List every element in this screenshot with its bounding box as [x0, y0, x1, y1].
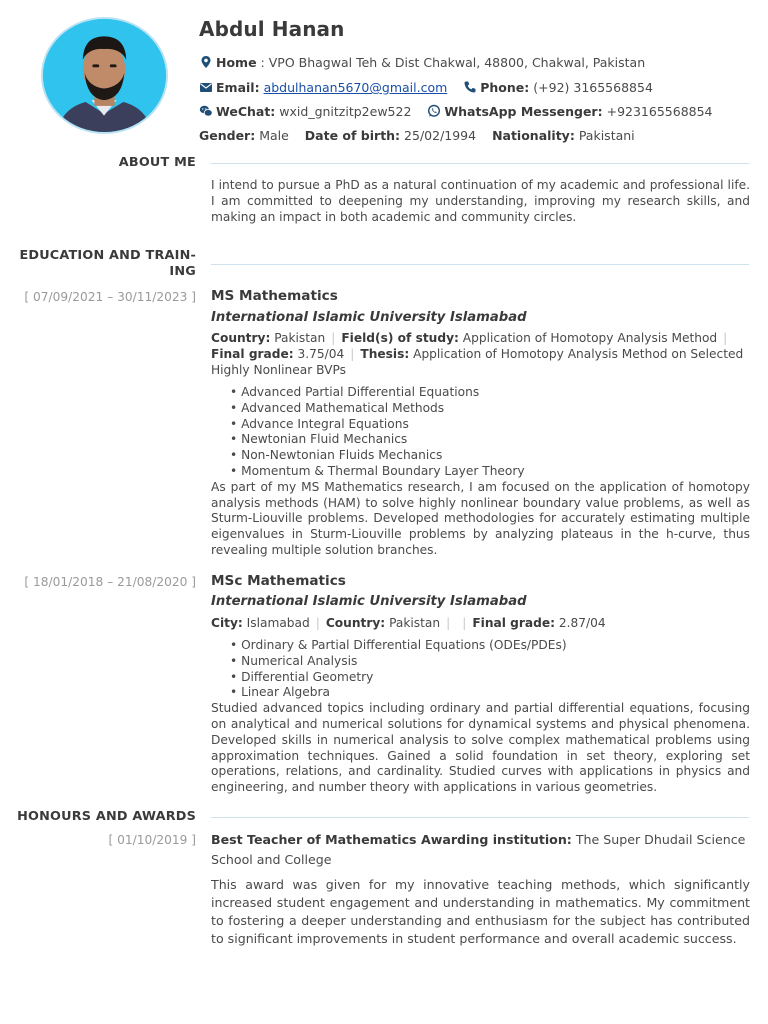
whatsapp-value: +923165568854: [606, 104, 713, 119]
home-value: VPO Bhagwal Teh & Dist Chakwal, 48800, Chakwal, Pakistan: [268, 55, 646, 70]
education-1-field-label: Field(s) of study:: [341, 331, 459, 345]
gender-label: Gender:: [199, 128, 256, 143]
education-item-ms: [211, 288, 750, 559]
list-item: • Advanced Mathematical Methods: [230, 401, 750, 417]
education-1-country-label: Country:: [211, 331, 271, 345]
wechat-icon: [199, 104, 213, 118]
wechat-value: wxid_gnitzitp2ew522: [279, 104, 412, 119]
education-item-msc: [211, 573, 750, 796]
education-1-field: Application of Homotopy Analysis Method: [462, 331, 718, 345]
about-divider: [211, 163, 749, 164]
home-address-line: [199, 55, 645, 70]
education-1-thesis: Application of Homotopy Analysis Method on Selected Highly Nonlinear BVPs: [211, 347, 744, 377]
education-2-grade: 2.87/04: [558, 616, 606, 630]
education-1-grade: 3.75/04: [297, 347, 345, 361]
nationality-label: Nationality:: [492, 128, 575, 143]
honours-divider: [211, 817, 749, 818]
home-label: Home: [216, 55, 257, 70]
list-item: • Differential Geometry: [230, 670, 750, 686]
education-2-degree: MSc Mathematics: [211, 573, 346, 589]
nationality-value: Pakistani: [578, 128, 635, 143]
dob-label: Date of birth:: [304, 128, 401, 143]
list-item: • Momentum & Thermal Boundary Layer Theory: [230, 464, 750, 480]
whatsapp-icon: [427, 104, 441, 118]
about-section-title: ABOUT ME: [118, 155, 196, 170]
education-2-grade-label: Final grade:: [472, 616, 555, 630]
list-item: • Advanced Partial Differential Equations: [230, 385, 750, 401]
list-item: • Linear Algebra: [230, 685, 750, 701]
email-link[interactable]: abdulhanan5670@gmail.com: [263, 80, 448, 95]
honour-1-institution: The Super Dhudail Science School and College: [211, 832, 746, 867]
about-text: I intend to pursue a PhD as a natural continuation of my academic and professional life. I am committed to deepening my understanding, improving my research skills, and making an impact in both academic and community circles.: [211, 178, 750, 224]
personal-details-line: [199, 128, 635, 143]
envelope-icon: [199, 80, 213, 94]
education-divider: [211, 264, 749, 265]
location-pin-icon: [199, 55, 213, 69]
education-2-city-label: City:: [211, 616, 243, 630]
education-1-grade-label: Final grade:: [211, 347, 294, 361]
education-title-line1: EDUCATION AND TRAIN-: [19, 248, 196, 263]
education-2-description: Studied advanced topics including ordinary and partial differential equations, focusing on analytical and numerical solutions for dynamical systems and physical phenomena. Developed skills in numerical analysis to solve complex mathematical problems using approximation techniques. Gained a solid foundation in set theory, exploring set operations, relations, and cardinality. Studied curves with applications in physics and engineering, and number theory with applications in various geometries.: [211, 701, 750, 795]
education-2-country-label: Country:: [325, 616, 386, 630]
education-2-course-list: [230, 638, 750, 701]
education-1-meta: Country: Pakistan | Field(s) of study: Application of Homotopy Analysis Method | Final grade: 3.75/04 | Thesis: Application of Homotopy Analysis Method on Selected Highly Nonlinear BVPs: [211, 331, 744, 377]
education-2-country: Pakistan: [389, 616, 441, 630]
education-1-course-list: [230, 385, 750, 480]
email-phone-line: [199, 80, 653, 95]
honour-1-heading: [211, 830, 750, 870]
list-item: • Non-Newtonian Fluids Mechanics: [230, 448, 750, 464]
education-section-title: [19, 248, 196, 280]
home-separator: :: [260, 55, 265, 70]
dob-value: 25/02/1994: [404, 128, 477, 143]
email-label: Email:: [216, 80, 260, 95]
education-2-date: [ 18/01/2018 – 21/08/2020 ]: [24, 575, 196, 589]
education-2-meta: City: Islamabad | Country: Pakistan | | Final grade: 2.87/04: [211, 616, 606, 630]
phone-icon: [463, 80, 477, 94]
list-item: • Numerical Analysis: [230, 654, 750, 670]
candidate-name: Abdul Hanan: [199, 17, 345, 41]
education-2-institution: International Islamic University Islamabad: [211, 594, 527, 609]
profile-photo: [41, 17, 168, 134]
honour-1-description: This award was given for my innovative teaching methods, which significantly increased student engagement and understanding in mathematics. My commitment to fostering a deeper understanding and enthusiasm for the subject has contributed to significant improvements in student performance and overall academic success.: [211, 877, 750, 946]
education-1-thesis-label: Thesis:: [360, 347, 410, 361]
phone-label: Phone:: [480, 80, 530, 95]
education-title-line2: ING: [169, 264, 196, 279]
education-2-city: Islamabad: [246, 616, 310, 630]
list-item: • Ordinary & Partial Differential Equations (ODEs/PDEs): [230, 638, 750, 654]
education-1-institution: International Islamic University Islamabad: [211, 310, 527, 325]
list-item: • Advance Integral Equations: [230, 417, 750, 433]
wechat-label: WeChat:: [216, 104, 276, 119]
honours-section-title: HONOURS AND AWARDS: [17, 809, 196, 824]
phone-value: (+92) 3165568854: [533, 80, 653, 95]
education-1-country: Pakistan: [274, 331, 326, 345]
whatsapp-label: WhatsApp Messenger:: [444, 104, 603, 119]
messenger-line: [199, 104, 713, 119]
education-1-degree: MS Mathematics: [211, 288, 338, 304]
list-item: • Newtonian Fluid Mechanics: [230, 432, 750, 448]
education-1-description: As part of my MS Mathematics research, I am focused on the application of homotopy analysis methods (HAM) to solve highly nonlinear boundary value problems, as well as Sturm-Liouville problems. Developed methodologies for accurately estimating multiple eigenvalues in Sturm-Liouville problems by analyzing plateaus in the h-curve, thus revealing multiple solution branches.: [211, 479, 750, 557]
honour-item: [211, 830, 750, 948]
gender-value: Male: [259, 128, 289, 143]
portrait-image: [43, 19, 166, 132]
honour-1-date: [ 01/10/2019 ]: [108, 833, 196, 847]
honour-1-label: Best Teacher of Mathematics Awarding institution:: [211, 832, 572, 847]
education-1-date: [ 07/09/2021 – 30/11/2023 ]: [24, 290, 196, 304]
